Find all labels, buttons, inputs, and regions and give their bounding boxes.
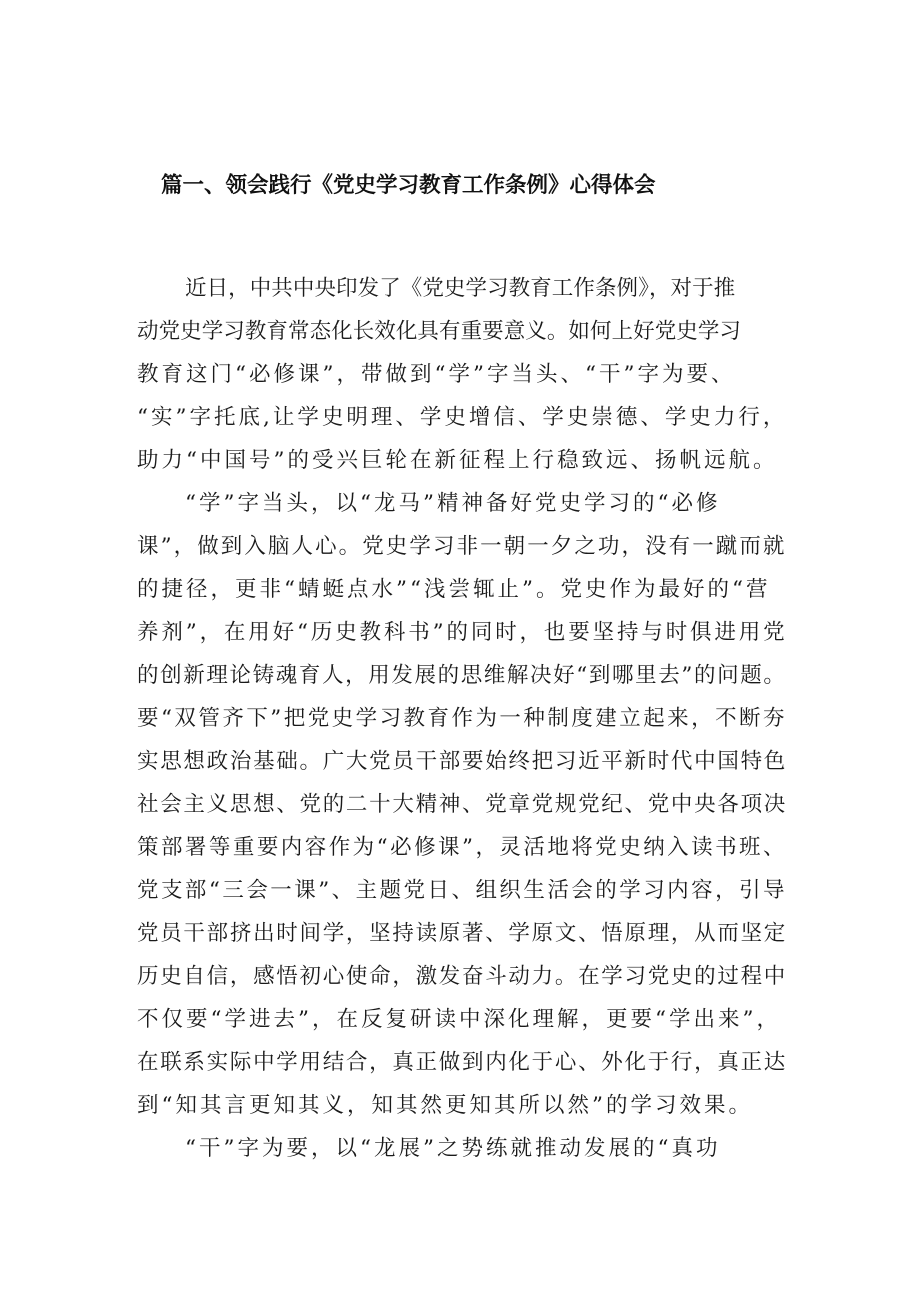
text-line: 党员干部挤出时间学，坚持读原著、学原文、悟原理，从而坚定	[137, 921, 788, 946]
text-line: 养剂”，在用好“历史教科书”的同时，也要坚持与时俱进用党	[137, 620, 788, 645]
document-title: 篇一、领会践行《党史学习教育工作条例》心得体会	[161, 173, 656, 198]
text-line: 的捷径，更非“蜻蜓点水”“浅尝辄止”。党史作为最好的“营	[137, 577, 771, 602]
text-line: 在联系实际中学用结合，真正做到内化于心、外化于行，真正达	[137, 1050, 788, 1075]
text-line: 策部署等重要内容作为“必修课”，灵活地将党史纳入读书班、	[137, 835, 787, 860]
text-line: 历史自信，感悟初心使命，激发奋斗动力。在学习党史的过程中	[137, 964, 788, 989]
text-line: 助力“中国号”的受兴巨轮在新征程上行稳致远、扬帆远航。	[137, 448, 778, 473]
text-line: 的创新理论铸魂育人，用发展的思维解决好“到哪里去”的问题。	[137, 663, 787, 688]
text-line: 近日，中共中央印发了《党史学习教育工作条例》，对于推	[185, 276, 736, 301]
text-line: 党支部“三会一课”、主题党日、组织生活会的学习内容，引导	[137, 878, 787, 903]
text-line: 到“知其言更知其义，知其然更知其所以然”的学习效果。	[137, 1093, 753, 1118]
text-line: 社会主义思想、党的二十大精神、党章党规党纪、党中央各项决	[137, 792, 788, 817]
text-line: 教育这门“必修课”，带做到“学”字当头、“干”字为要、	[137, 362, 736, 387]
text-line: 要“双管齐下”把党史学习教育作为一种制度建立起来，不断夯	[137, 706, 787, 731]
text-line: “学”字当头，以“龙马”精神备好党史学习的“必修	[185, 491, 721, 516]
text-line: 实思想政治基础。广大党员干部要始终把习近平新时代中国特色	[137, 749, 788, 774]
text-line: 课”，做到入脑人心。党史学习非一朝一夕之功，没有一蹴而就	[137, 534, 787, 559]
text-line: “实”字托底,让学史明理、学史增信、学史崇德、学史力行，	[137, 405, 788, 430]
text-line: 动党史学习教育常态化长效化具有重要意义。如何上好党史学习	[137, 319, 742, 344]
text-line: “干”字为要，以“龙展”之势练就推动发展的“真功	[185, 1136, 721, 1161]
text-line: 不仅要“学进去”，在反复研读中深化理解，更要“学出来”，	[137, 1007, 781, 1032]
